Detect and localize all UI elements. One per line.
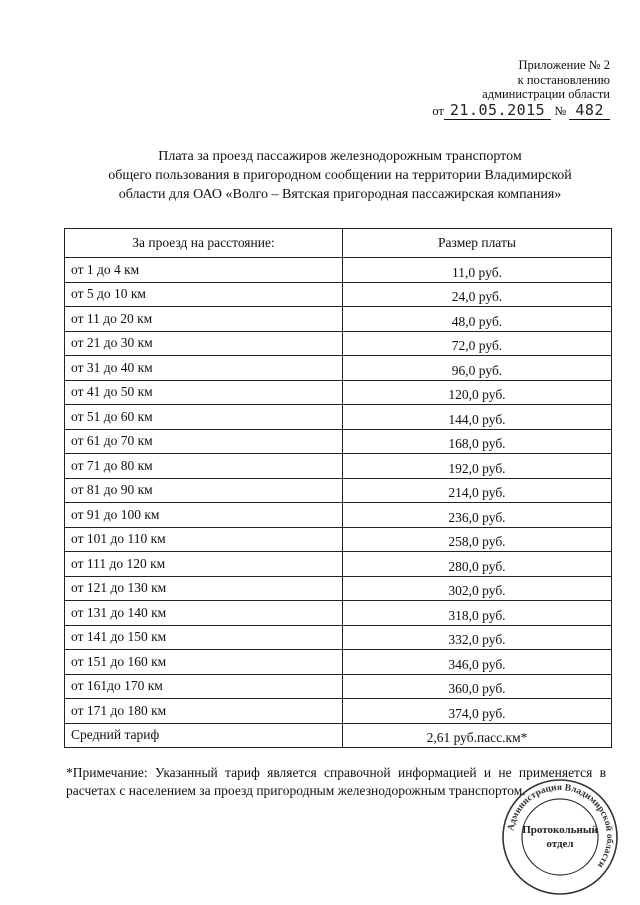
table-row	[65, 478, 612, 503]
table-row	[65, 650, 612, 675]
price-cell: 11,0 руб.	[343, 258, 612, 283]
table-row	[65, 307, 612, 332]
table-row	[65, 552, 612, 577]
distance-cell: от 91 до 100 км	[65, 503, 343, 528]
table-row	[65, 699, 612, 724]
title-line-1: Плата за проезд пассажиров железнодорожным транспортом	[158, 149, 522, 164]
stamp-ring-text: Администрация Владимирской области	[506, 782, 615, 870]
distance-cell: от 81 до 90 км	[65, 478, 343, 503]
distance-cell: от 131 до 140 км	[65, 601, 343, 626]
appendix-number: Приложение № 2	[518, 58, 610, 72]
distance-cell: от 21 до 30 км	[65, 331, 343, 356]
date-prefix: от	[432, 103, 444, 118]
distance-cell: Средний тариф	[65, 723, 343, 748]
distance-cell: от 11 до 20 км	[65, 307, 343, 332]
table-row	[65, 723, 612, 748]
document-title	[60, 147, 620, 204]
resolution-date: 21.05.2015	[444, 101, 551, 120]
resolution-number: 482	[569, 101, 610, 120]
price-cell: 332,0 руб.	[343, 625, 612, 650]
tariff-table	[64, 228, 612, 748]
table-row	[65, 576, 612, 601]
table-row	[65, 674, 612, 699]
distance-cell: от 151 до 160 км	[65, 650, 343, 675]
table-header-row	[65, 229, 612, 258]
title-line-2: общего пользования в пригородном сообщении на территории Владимирской	[108, 168, 572, 183]
distance-cell: от 121 до 130 км	[65, 576, 343, 601]
appendix-resolution: к постановлению	[517, 72, 610, 87]
distance-cell: от 141 до 150 км	[65, 625, 343, 650]
number-prefix: №	[554, 103, 567, 118]
price-cell: 48,0 руб.	[343, 307, 612, 332]
price-cell: 258,0 руб.	[343, 527, 612, 552]
table-row	[65, 601, 612, 626]
price-cell: 144,0 руб.	[343, 405, 612, 430]
distance-cell: от 51 до 60 км	[65, 405, 343, 430]
title-line-3: области для ОАО «Волго – Вятская пригородная пассажирская компания»	[118, 187, 562, 202]
price-cell: 120,0 руб.	[343, 380, 612, 405]
distance-cell: от 171 до 180 км	[65, 699, 343, 724]
table-row	[65, 429, 612, 454]
price-cell: 236,0 руб.	[343, 503, 612, 528]
table-row	[65, 282, 612, 307]
official-stamp	[500, 777, 620, 897]
price-cell: 214,0 руб.	[343, 478, 612, 503]
price-cell: 24,0 руб.	[343, 282, 612, 307]
distance-cell: от 1 до 4 км	[65, 258, 343, 283]
table-row	[65, 625, 612, 650]
price-cell: 96,0 руб.	[343, 356, 612, 381]
appendix-date-line	[432, 100, 610, 119]
table-row	[65, 258, 612, 283]
table-row	[65, 503, 612, 528]
price-cell: 280,0 руб.	[343, 552, 612, 577]
appendix-header	[432, 58, 610, 118]
footnote: *Примечание: Указанный тариф является справочной информацией и не применяется в расчетах с населением за проезд пригородным железнодорожным транспортом.	[66, 765, 606, 798]
price-cell: 192,0 руб.	[343, 454, 612, 479]
distance-cell: от 5 до 10 км	[65, 282, 343, 307]
stamp-center-text-1: Протокольный	[522, 824, 598, 836]
distance-cell: от 31 до 40 км	[65, 356, 343, 381]
price-cell: 302,0 руб.	[343, 576, 612, 601]
table-row	[65, 527, 612, 552]
column-header-price: Размер платы	[343, 229, 612, 258]
table-row	[65, 331, 612, 356]
stamp-center-text-2: отдел	[546, 838, 574, 850]
price-cell: 2,61 руб.пасс.км*	[343, 723, 612, 748]
price-cell: 72,0 руб.	[343, 331, 612, 356]
table-row	[65, 405, 612, 430]
column-header-distance: За проезд на расстояние:	[65, 229, 343, 258]
table-row	[65, 454, 612, 479]
price-cell: 346,0 руб.	[343, 650, 612, 675]
table-row	[65, 356, 612, 381]
distance-cell: от 61 до 70 км	[65, 429, 343, 454]
distance-cell: от 161до 170 км	[65, 674, 343, 699]
distance-cell: от 101 до 110 км	[65, 527, 343, 552]
price-cell: 360,0 руб.	[343, 674, 612, 699]
distance-cell: от 111 до 120 км	[65, 552, 343, 577]
appendix-administration: администрации области	[482, 87, 610, 101]
distance-cell: от 71 до 80 км	[65, 454, 343, 479]
table-row	[65, 380, 612, 405]
distance-cell: от 41 до 50 км	[65, 380, 343, 405]
price-cell: 168,0 руб.	[343, 429, 612, 454]
price-cell: 318,0 руб.	[343, 601, 612, 626]
price-cell: 374,0 руб.	[343, 699, 612, 724]
table-body	[65, 258, 612, 748]
